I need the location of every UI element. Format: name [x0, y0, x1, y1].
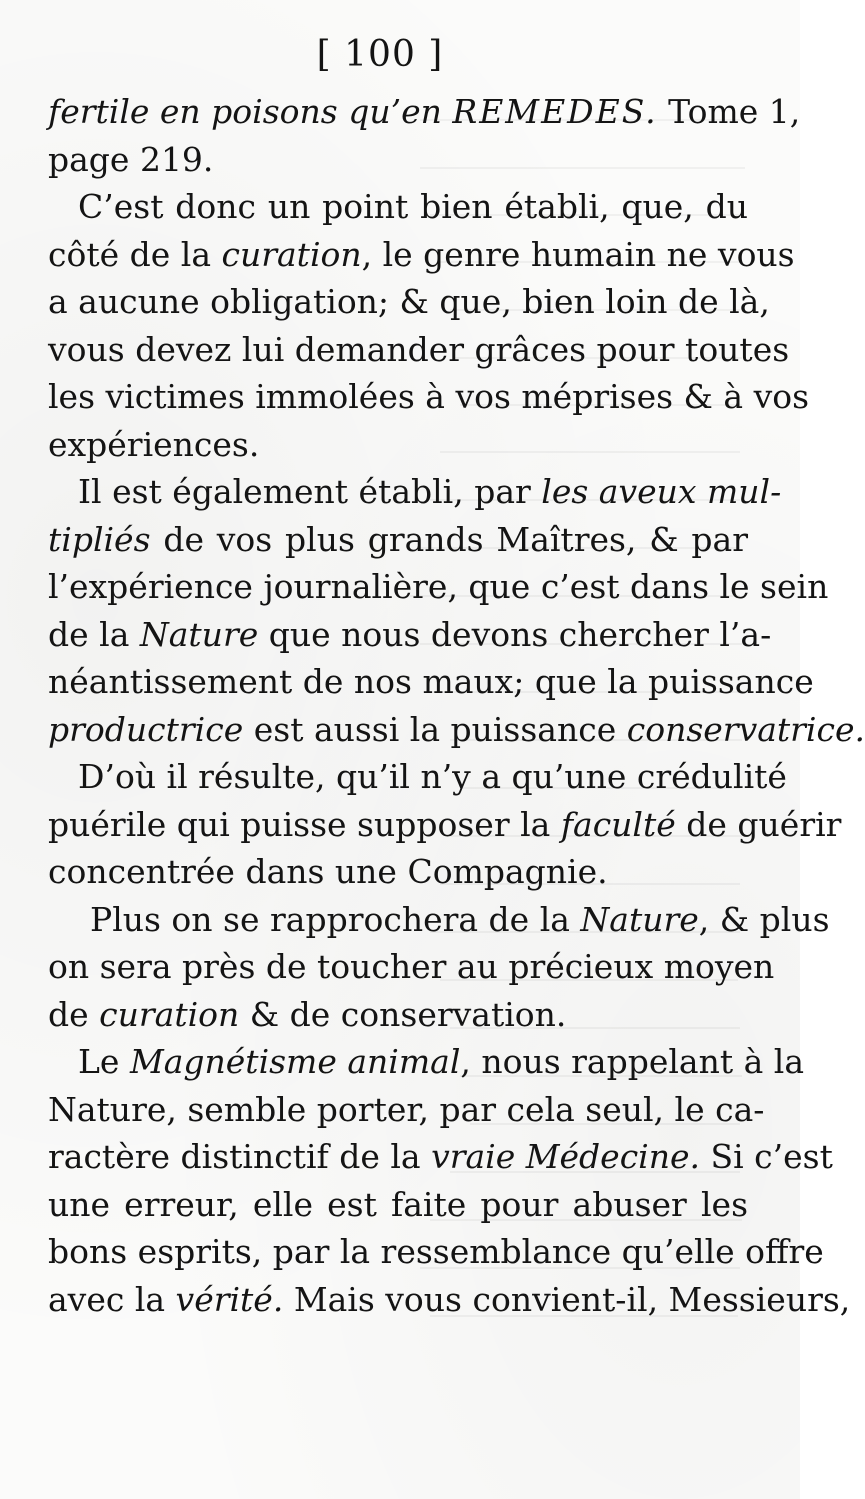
- text-run: de: [48, 994, 100, 1034]
- italic-run: les aveux mul-: [541, 472, 782, 511]
- text-line: [48, 1276, 851, 1324]
- italic-run: curation: [221, 234, 362, 274]
- text-line: [48, 1086, 765, 1134]
- text-line: [48, 943, 775, 991]
- text-line: [48, 1181, 748, 1229]
- body-text: [48, 88, 865, 1323]
- text-run: page 219.: [48, 139, 214, 179]
- page-number: [ 100 ]: [316, 34, 444, 75]
- text-run: Si c’est: [700, 1137, 833, 1176]
- text-run: puérile qui puisse supposer la: [48, 804, 561, 844]
- text-line: [48, 563, 829, 611]
- italic-run: vérité.: [175, 1279, 284, 1319]
- text-line: [48, 801, 842, 849]
- text-line: [48, 88, 801, 136]
- small-caps-run: REMEDES.: [452, 92, 658, 131]
- text-line: [48, 658, 814, 706]
- text-run: a aucune obligation; & que, bien loin de là,: [48, 282, 770, 321]
- text-line: [48, 1133, 833, 1181]
- text-line: [48, 516, 748, 564]
- text-run: & de conservation.: [239, 994, 567, 1034]
- text-run: bons esprits, par la ressemblance qu’elle offre: [48, 1232, 824, 1271]
- text-run: néantissement de nos maux; que la puissance: [48, 662, 814, 701]
- text-line: [48, 136, 748, 184]
- text-run: les victimes immolées à vos méprises & à vos: [48, 377, 810, 416]
- text-run: l’expérience journalière, que c’est dans le sein: [48, 567, 829, 606]
- text-run: Il est également établi, par: [78, 472, 542, 511]
- text-line: [48, 231, 795, 279]
- text-run: expériences.: [48, 424, 260, 464]
- text-line: [48, 848, 748, 896]
- italic-run: Magnétisme animal: [129, 1042, 461, 1081]
- text-run: vous devez lui demander grâces pour toutes: [48, 329, 790, 369]
- text-line: [48, 468, 782, 516]
- text-run: Mais vous convient-il, Messieurs,: [283, 1279, 851, 1319]
- text-run: D’où il résulte, qu’il n’y a qu’une crédulité: [78, 757, 787, 796]
- text-line: [48, 706, 865, 754]
- text-run: , nous rappelant à la: [460, 1042, 805, 1081]
- text-run: Le: [78, 1042, 130, 1081]
- text-run: que nous devons chercher l’a-: [258, 614, 772, 654]
- text-run: côté de la: [48, 234, 222, 274]
- text-run: ractère distinctif de la: [48, 1137, 432, 1176]
- text-run: C’est donc un point bien établi, que, du: [78, 187, 748, 226]
- text-line: [48, 896, 830, 944]
- text-run: de la: [48, 614, 140, 654]
- text-run: est aussi la puissance: [243, 709, 627, 749]
- text-line: [48, 421, 748, 469]
- text-run: , le genre humain ne vous: [361, 234, 795, 274]
- text-run: de vos plus grands Maîtres, & par: [150, 519, 748, 559]
- text-run: on sera près de toucher au précieux moyen: [48, 947, 775, 986]
- italic-run: faculté: [560, 804, 676, 844]
- italic-run: conservatrice.: [626, 709, 865, 749]
- text-line: [48, 373, 810, 421]
- text-line: [48, 991, 748, 1039]
- text-line: [48, 753, 787, 801]
- italic-run: tipliés: [48, 519, 151, 559]
- text-line: [48, 611, 772, 659]
- text-run: Nature, semble porter, par cela seul, le ca-: [48, 1089, 765, 1129]
- italic-run: fertile en poisons qu’en: [48, 92, 453, 131]
- text-line: [48, 183, 748, 231]
- text-run: Tome 1,: [657, 92, 801, 131]
- text-run: avec la: [48, 1279, 176, 1319]
- text-run: , & plus: [698, 899, 830, 939]
- italic-run: Nature: [139, 614, 259, 654]
- text-run: de guérir: [675, 804, 842, 844]
- text-run: concentrée dans une Compagnie.: [48, 852, 608, 891]
- text-run: Plus on se rapprochera de la: [90, 899, 581, 939]
- text-line: [48, 1228, 824, 1276]
- italic-run: productrice: [48, 709, 244, 749]
- italic-run: Nature: [580, 899, 699, 939]
- text-line: [48, 278, 770, 326]
- text-line: [48, 326, 790, 374]
- italic-run: curation: [99, 994, 240, 1034]
- italic-run: vraie Médecine.: [431, 1137, 701, 1176]
- text-line: [48, 1038, 805, 1086]
- text-run: une erreur, elle est faite pour abuser les: [48, 1184, 748, 1224]
